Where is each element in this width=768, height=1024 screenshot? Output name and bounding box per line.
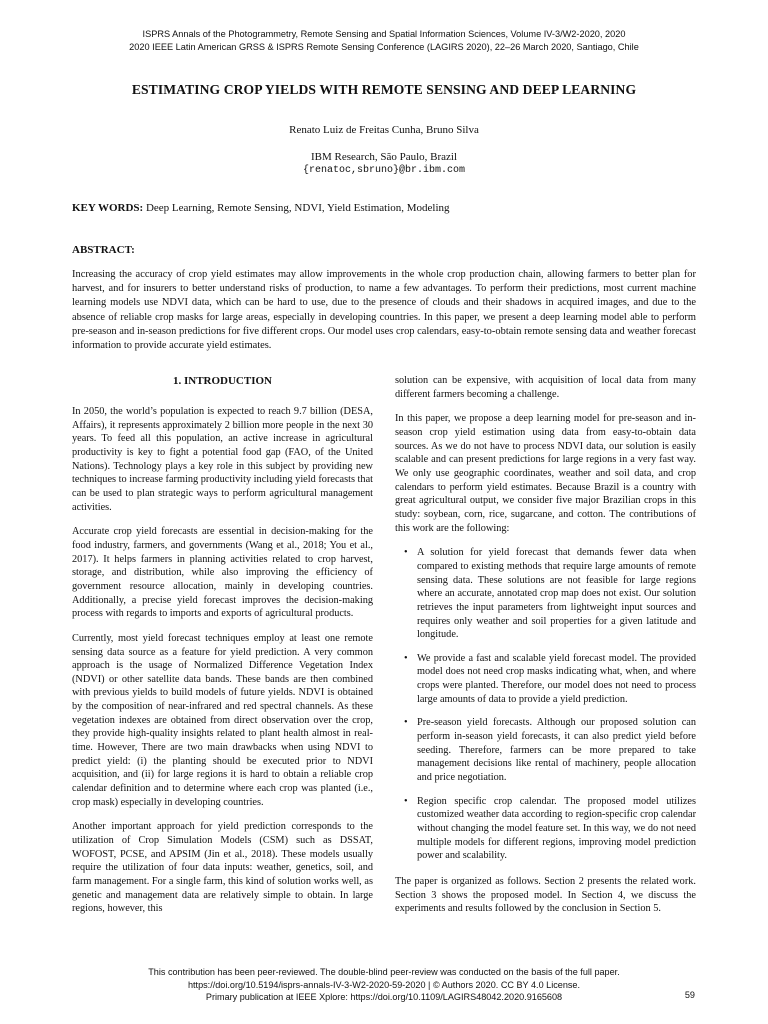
affiliation: IBM Research, São Paulo, Brazil	[310, 151, 458, 163]
paragraph: solution can be expensive, with acquisition of local data from many different farmers becoming a challenge.	[395, 375, 696, 400]
list-item: • Pre-season yield forecasts. Although our proposed solution can perform in-season yield forecasts, it can also predict yield before seeding. Therefore, farmers can be more prepared to take management decisions like rental of machinery, people allocation and price negotiation.	[404, 717, 696, 784]
paper-title: ESTIMATING CROP YIELDS WITH REMOTE SENSING AND DEEP LEARNING	[131, 82, 637, 97]
keywords-text: Deep Learning, Remote Sensing, NDVI, Yield Estimation, Modeling	[145, 202, 450, 214]
abstract-text: Increasing the accuracy of crop yield estimates may allow improvements in the whole crop production chain, allowing farmers to better plan for harvest, and for insurers to better understand risks of production, to name a few advantages. To perform their predictions, most current machine learning models use NDVI data, which can be hard to use, due to the presence of clouds and their shadows in acquired images, and due to the absence of reliable crop masks for large areas, especially in developing countries. In this paper, we present a deep learning model able to perform pre-season and in-season predictions for five different crops. Our model uses crop calendars, easy-to-obtain remote sensing data and weather forecast information to provide accurate yield estimates.	[72, 269, 696, 352]
page-footer	[0, 966, 768, 1004]
paragraph: Currently, most yield forecast techniques employ at least one remote sensing data source as a feature for yield prediction. A very common approach is the usage of Normalized Difference Vegetation Index (NDVI) or other satellite data bands. These bands are then combined with previous yields to build models of future yields. NDVI is obtained by the composition of near-infrared and red spectral channels. As these vegetation indexes are obtained from direct observation over the crop, they provide high-quality insights related to plant health almost in real-time. However, There are two main drawbacks when using NDVI to predict yield: (i) the planting should be executed prior to NDVI acquisition, and (ii) for large regions it is hard to obtain a reliable crop calendar definition and to determine where each crop was planted (i.e., crop mask) especially in developing countries.	[72, 632, 373, 808]
running-header-line2: 2020 IEEE Latin American GRSS & ISPRS Remote Sensing Conference (LAGIRS 2020), 22–26 March 2020, Santiago, Chile	[129, 42, 639, 52]
author-emails: {renatoc,sbruno}@br.ibm.com	[302, 165, 466, 176]
paragraph: The paper is organized as follows. Section 2 presents the related work. Section 3 shows the proposed model. In Section 4, we discuss the experiments and results followed by the conclusion in Section 5.	[395, 876, 696, 915]
author-list: Renato Luiz de Freitas Cunha, Bruno Silva	[289, 124, 479, 136]
footer-review-note: This contribution has been peer-reviewed. The double-blind peer-review was conducted on the basis of the full paper.	[148, 967, 620, 977]
bullet-icon: •	[404, 795, 408, 807]
running-header	[0, 28, 768, 54]
paragraph: In 2050, the world’s population is expected to reach 9.7 billion (DESA, Affairs), it represents approximately 2 billion more people in the next 30 years. To feed all this population, an active increase in agricultural productivity is key to fight a potential food gap (FAO, of the United Nations). Technology plays a key role in this subject by providing new techniques to increase farming productivity including yield forecasts that can be used to plan strategic ways to perform agricultural management activities.	[72, 406, 373, 513]
list-item: • A solution for yield forecast that demands fewer data when compared to existing methods that require large amounts of remote sensing data. These solutions are not feasible for large regions where an accurate, annotated crop map does not exist. Our solution retrieves the input parameters from lightweight input sources and requires only weather and soil properties for a given latitude and longitude.	[404, 547, 696, 641]
paragraph: Another important approach for yield prediction corresponds to the utilization of Crop Simulation Models (CSM) such as DSSAT, WOFOST, PCSE, and APSIM (Jin et al., 2018). These models usually require the utilization of four data inputs: weather, genetics, soil, and farm management. For a single farm, this kind of solution works well, as genetic and management data are relatively simple to obtain. In large regions, however, this	[72, 821, 373, 915]
abstract-heading: ABSTRACT:	[72, 244, 135, 256]
running-header-line1: ISPRS Annals of the Photogrammetry, Remote Sensing and Spatial Information Sciences, Volume IV-3/W2-2020, 2020	[142, 29, 626, 39]
footer-doi-link[interactable]: https://doi.org/10.5194/isprs-annals-IV-3-W2-2020-59-2020 | © Authors 2020. CC BY 4.0 License.	[187, 979, 581, 990]
footer-ieee-link[interactable]: Primary publication at IEEE Xplore: https://doi.org/10.1109/LAGIRS48042.2020.9165608	[205, 992, 563, 1002]
bullet-icon: •	[404, 717, 408, 729]
affiliation-block	[0, 150, 768, 178]
bullet-icon: •	[404, 547, 408, 559]
paragraph: In this paper, we propose a deep learning model for pre-season and in-season crop yield estimation using data from easy-to-obtain data sources. As we do not have to process NDVI data, our solution is easily scalable and can present predictions for large regions in a very fast way. We only use geographic coordinates, weather and soil data, and crop calendars to perform yield estimates. Because Brazil is a country with great agricultural output, we consider five major Brazilian crops in this study: soybean, corn, rice, sugarcane, and cotton. The contributions of this work are the following:	[395, 413, 696, 534]
section-heading-introduction: 1. INTRODUCTION	[172, 375, 272, 387]
list-item: • Region specific crop calendar. The proposed model utilizes customized weather data according to region-specific crop calendar without changing the model feature set. In this way, we do not need multiple models for different regions, improving model prediction power and scalability.	[404, 795, 696, 862]
keywords-label: KEY WORDS:	[72, 202, 144, 214]
left-column	[72, 374, 373, 927]
page-number: 59	[684, 990, 695, 1000]
right-column	[395, 374, 696, 927]
list-item: • We provide a fast and scalable yield forecast model. The provided model does not need crop masks indicating what, when, and where crops were planted. Therefore, our model does not need to process large amounts of data to provide a yield prediction.	[404, 652, 696, 705]
keywords	[72, 202, 697, 214]
paragraph: Accurate crop yield forecasts are essential in decision-making for the food industry, farmers, and governments (Wang et al., 2018; You et al., 2017). It helps farmers in planning activities related to crop harvest, storage, and distribution, while also improving the efficiency of government resource allocation, mainly in developing countries. Additionally, a precise yield forecast improves the decision-making process with regards to imports and exports of agricultural products.	[72, 526, 373, 620]
contribution-list	[395, 546, 696, 863]
bullet-icon: •	[404, 652, 408, 664]
